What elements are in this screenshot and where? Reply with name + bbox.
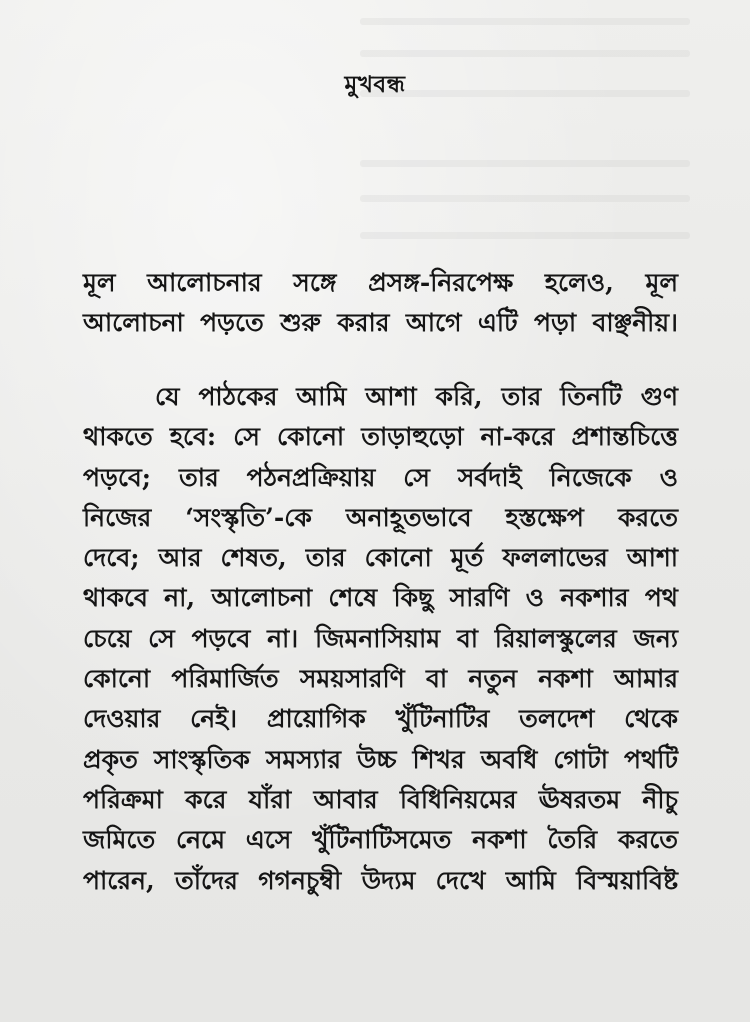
text-line: যে পাঠকের আমি আশা করি, তার তিনটি গুণ (155, 382, 678, 411)
text-line: দেবে; আর শেষত, তার কোনো মূর্ত ফললাভের আশা (83, 543, 678, 573)
bleed-through-mark (360, 232, 690, 239)
text-line: থাকতে হবে: সে কোনো তাড়াহুড়ো না-করে প্রশান্তচিত্তে (83, 422, 678, 452)
text-line: আলোচনা পড়তে শুরু করার আগে এটি পড়া বাঞ্ছনীয়। (83, 308, 678, 338)
intro-paragraph (83, 263, 678, 344)
page-title: মুখবন্ধ (344, 71, 406, 98)
text-line: প্রকৃত সাংস্কৃতিক সমস্যার উচ্চ শিখর অবধি গোটা পথটি (83, 744, 678, 774)
text-line: মূল আলোচনার সঙ্গে প্রসঙ্গ-নিরপেক্ষ হলেও, মূল (83, 268, 678, 297)
text-line: পড়বে; তার পঠনপ্রক্রিয়ায় সে সর্বদাই নিজেকে ও (83, 462, 678, 492)
bleed-through-mark (360, 195, 690, 202)
text-line: পারেন, তাঁদের গগনচুম্বী উদ্যম দেখে আমি বিস্ময়াবিষ্ট (83, 865, 678, 895)
text-line: কোনো পরিমার্জিত সময়সারণি বা নতুন নকশা আমার (83, 664, 678, 694)
bleed-through-mark (360, 18, 690, 25)
text-line: জমিতে নেমে এসে খুঁটিনাটিসমেত নকশা তৈরি করতে (83, 825, 678, 855)
text-line: পরিক্রমা করে যাঁরা আবার বিধিনিয়মের ঊষরতম নীচু (83, 784, 678, 814)
text-line: চেয়ে সে পড়বে না। জিমনাসিয়াম বা রিয়ালস্কুলের জন্য (83, 623, 678, 653)
text-line: থাকবে না, আলোচনা শেষে কিছু সারণি ও নকশার পথ (83, 583, 678, 613)
bleed-through-mark (360, 160, 690, 167)
bleed-through-mark (360, 50, 690, 57)
text-line: নিজের ‘সংস্কৃতি’-কে অনাহূতভাবে হস্তক্ষেপ করতে (83, 502, 678, 532)
body-paragraph (83, 377, 678, 901)
text-line: দেওয়ার নেই। প্রায়োগিক খুঁটিনাটির তলদেশ থেকে (83, 704, 678, 734)
